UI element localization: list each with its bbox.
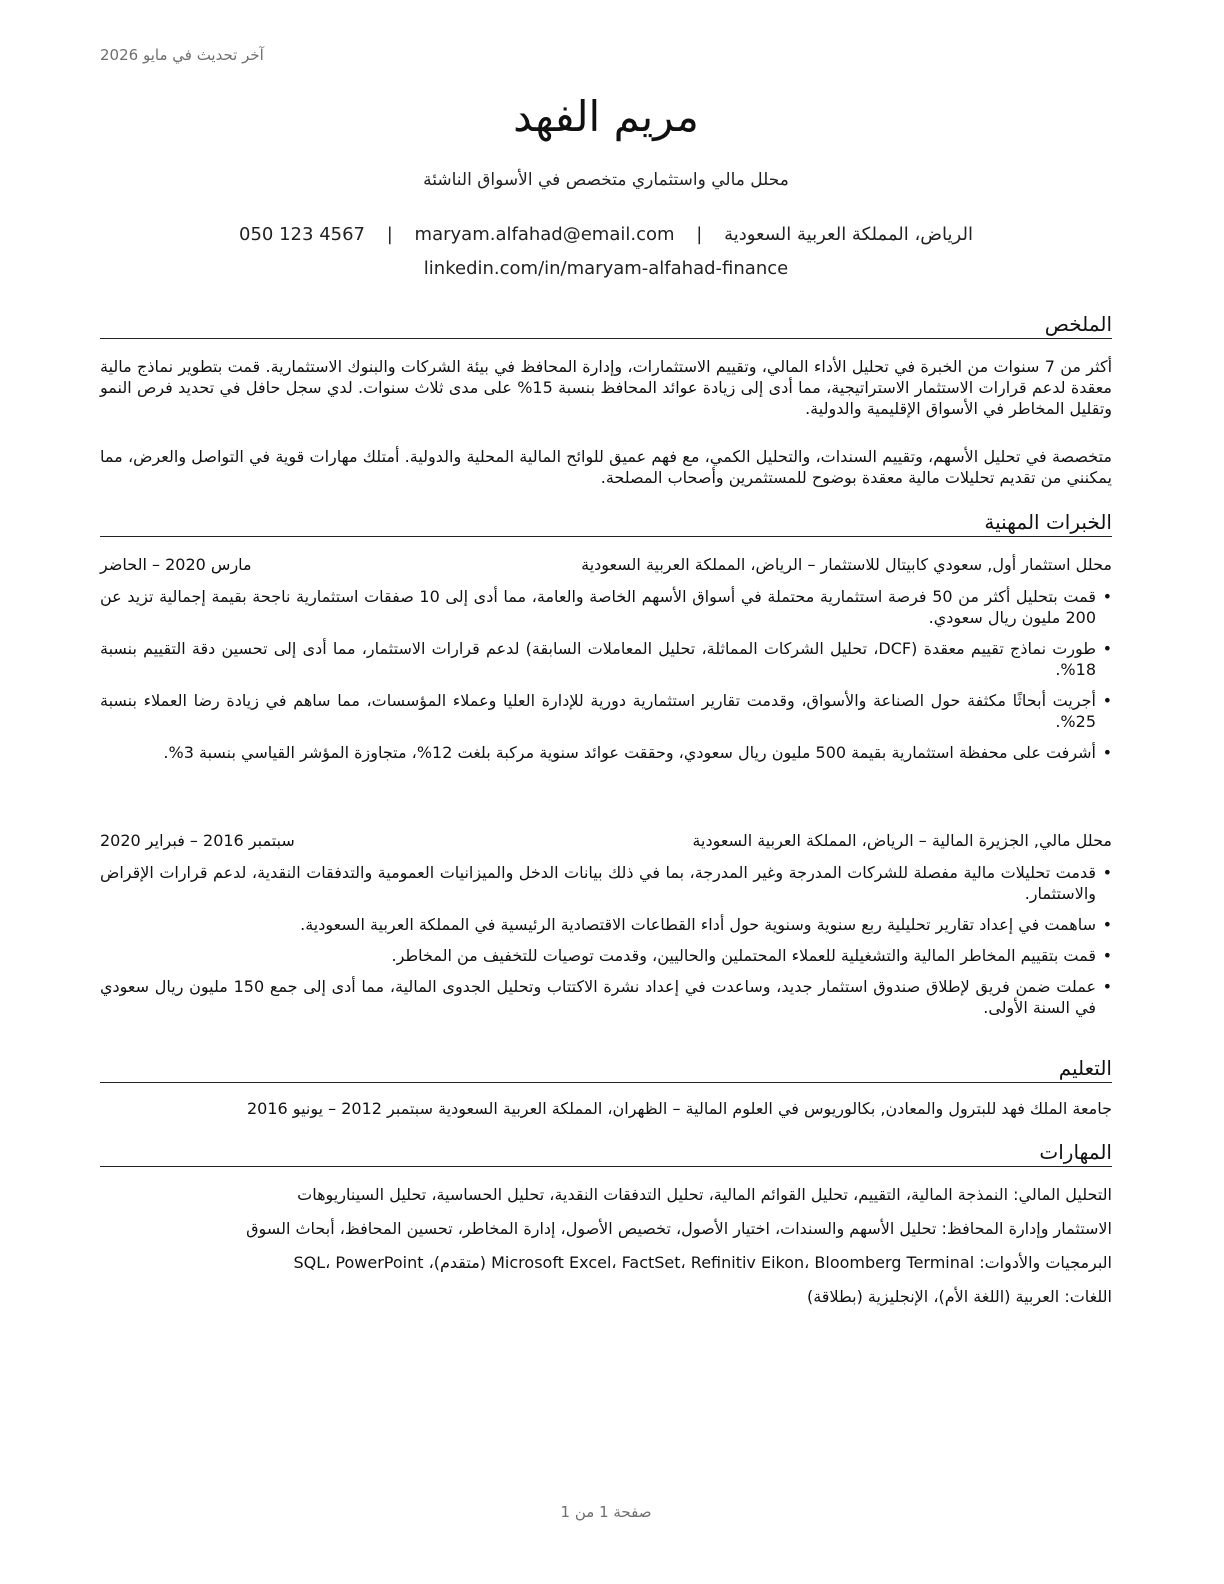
candidate-name: مريم الفهد	[513, 92, 699, 141]
job-header	[100, 554, 1112, 576]
summary-paragraph: أكثر من 7 سنوات من الخبرة في تحليل الأداء المالي، وتقييم الاستثمارات، وإدارة المحافظ في بيئة الشركات والبنوك الاستثمارية. قمت بتطوير نماذج مالية معقدة لدعم قرارات الاستثمار الاستراتيجية، مما أدى إلى زيادة عوائد المحافظ بنسبة 15% على مدى ثلاث سنوات. لدي سجل حافل في تحديد فرص النمو وتقليل المخاطر في الأسواق الإقليمية والدولية.	[100, 357, 1113, 418]
job-dates: سبتمبر 2016 – فبراير 2020	[100, 831, 295, 850]
job-bullet: • أجريت أبحاثًا مكثفة حول الصناعة والأسواق، وقدمت تقارير استثمارية دورية للإدارة العليا وعملاء المؤسسات، مما ساهم في زيادة رضا العملاء بنسبة 25%.	[100, 690, 1112, 732]
job-bullet: • أشرفت على محفظة استثمارية بقيمة 500 مليون ريال سعودي، وحققت عوائد سنوية مركبة بلغت 12%، متجاوزة المؤشر القياسي بنسبة 3%.	[100, 742, 1112, 763]
job-bullet: • عملت ضمن فريق لإطلاق صندوق استثمار جديد، وساعدت في إعداد نشرة الاكتتاب وتحليل الجدوى المالية، مما أدى إلى جمع 150 مليون ريال سعودي في السنة الأولى.	[100, 976, 1112, 1018]
contact-line	[100, 224, 1112, 245]
page-number: صفحة 1 من 1	[560, 1503, 652, 1521]
education-entry: جامعة الملك فهد للبترول والمعادن, بكالوريوس في العلوم المالية – الظهران، المملكة العربية السعودية سبتمبر 2012 – يونيو 2016	[247, 1099, 1112, 1118]
contact-email[interactable]: maryam.alfahad@email.com	[414, 224, 675, 245]
section-title-skills: المهارات	[100, 1140, 1112, 1167]
job-title-company: محلل مالي, الجزيرة المالية – الرياض، المملكة العربية السعودية	[692, 831, 1112, 850]
skill-line: اللغات: العربية (اللغة الأم)، الإنجليزية (بطلاقة)	[806, 1287, 1112, 1306]
contact-phone: 050 123 4567	[239, 224, 365, 245]
job-title-company: محلل استثمار أول, سعودي كابيتال للاستثمار – الرياض، المملكة العربية السعودية	[581, 555, 1112, 574]
last-updated: آخر تحديث في مايو 2026	[100, 46, 264, 64]
job-bullet: • قمت بتحليل أكثر من 50 فرصة استثمارية محتملة في أسواق الأسهم الخاصة والعامة، مما أدى إلى 10 صفقات استثمارية ناجحة بقيمة إجمالية تزيد عن 200 مليون ريال سعودي.	[100, 586, 1112, 628]
job-bullet: • قمت بتقييم المخاطر المالية والتشغيلية للعملاء المحتملين والحاليين، وقدمت توصيات للتخفيف من المخاطر.	[100, 945, 1112, 966]
job-bullet: • قدمت تحليلات مالية مفصلة للشركات المدرجة وغير المدرجة، بما في ذلك بيانات الدخل والميزانيات العمومية والتدفقات النقدية، لدعم قرارات الإقراض والاستثمار.	[100, 862, 1112, 904]
skill-line: البرمجيات والأدوات: Microsoft Excel، FactSet، Refinitiv Eikon، Bloomberg Terminal (متقدم)، SQL، PowerPoint	[293, 1253, 1112, 1272]
contact-separator: |	[696, 224, 703, 245]
section-title-summary: الملخص	[100, 312, 1112, 339]
section-title-education: التعليم	[100, 1056, 1112, 1083]
candidate-tagline: محلل مالي واستثماري متخصص في الأسواق الناشئة	[423, 170, 789, 190]
job-dates: مارس 2020 – الحاضر	[100, 555, 252, 574]
contact-separator: |	[386, 224, 393, 245]
resume-page	[100, 0, 1112, 1584]
job-header	[100, 830, 1112, 852]
summary-paragraph: متخصصة في تحليل الأسهم، وتقييم السندات، والتحليل الكمي، مع فهم عميق للوائح المالية المحلية والدولية. أمتلك مهارات قوية في التواصل والعرض، مما يمكنني من تقديم تحليلات مالية معقدة بوضوح للمستثمرين وأصحاب المصلحة.	[100, 447, 1112, 487]
job-bullet: • طورت نماذج تقييم معقدة (DCF، تحليل الشركات المماثلة، تحليل المعاملات السابقة) لدعم قرارات الاستثمار، مما أدى إلى تحسين دقة التقييم بنسبة 18%.	[100, 638, 1112, 680]
job-bullets	[100, 586, 1112, 773]
contact-linkedin[interactable]: linkedin.com/in/maryam-alfahad-finance	[423, 258, 789, 279]
contact-location: الرياض، المملكة العربية السعودية	[724, 224, 973, 245]
job-bullet: • ساهمت في إعداد تقارير تحليلية ربع سنوية وسنوية حول أداء القطاعات الاقتصادية الرئيسية في المملكة العربية السعودية.	[100, 914, 1112, 935]
skill-line: الاستثمار وإدارة المحافظ: تحليل الأسهم والسندات، اختيار الأصول، تخصيص الأصول، إدارة المخاطر، تحسين المحافظ، أبحاث السوق	[246, 1219, 1112, 1238]
section-title-experience: الخبرات المهنية	[100, 510, 1112, 537]
job-bullets	[100, 862, 1112, 1028]
skill-line: التحليل المالي: النمذجة المالية، التقييم، تحليل القوائم المالية، تحليل التدفقات النقدية، تحليل الحساسية، تحليل السيناريوهات	[297, 1185, 1112, 1204]
